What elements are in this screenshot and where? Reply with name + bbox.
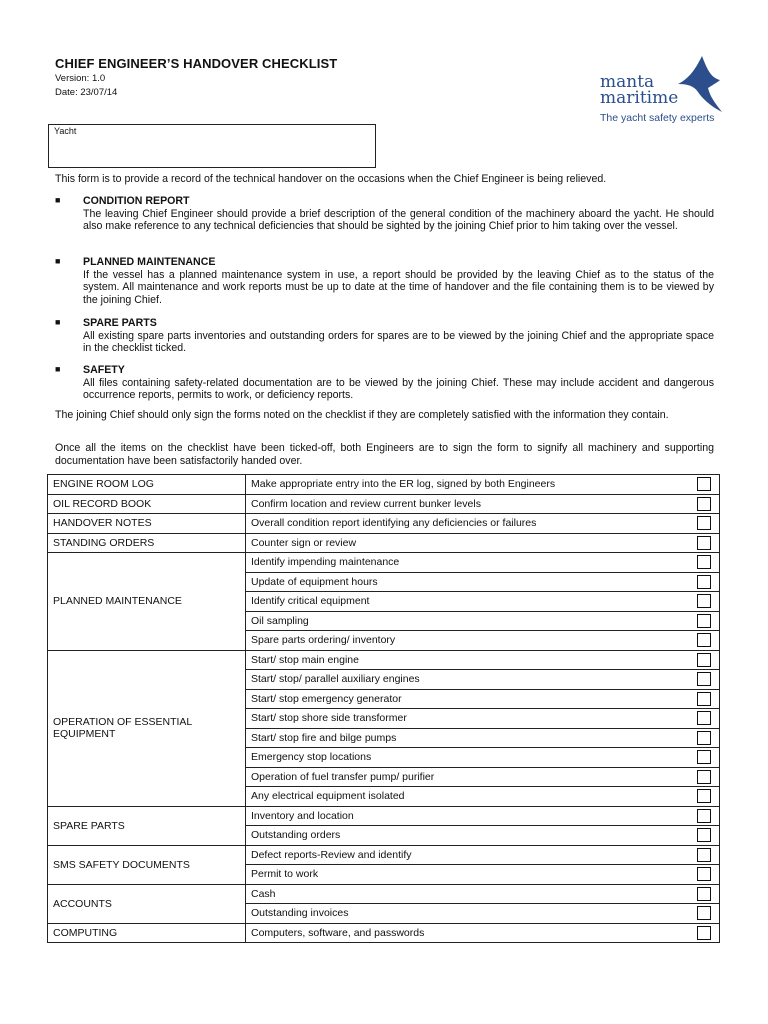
tick-checkbox[interactable] (697, 477, 711, 491)
logo-word-maritime: maritime (600, 88, 679, 108)
checklist-row (48, 475, 720, 495)
section-safety (55, 364, 714, 402)
section-condition-report (55, 195, 714, 233)
checklist-item: Computers, software, and passwords (246, 923, 694, 943)
checkbox-cell (693, 806, 720, 826)
checklist-item: Start/ stop main engine (246, 650, 694, 670)
tick-checkbox[interactable] (697, 497, 711, 511)
tick-checkbox[interactable] (697, 848, 711, 862)
checklist-item: Identify impending maintenance (246, 553, 694, 573)
checkbox-cell (693, 572, 720, 592)
checklist-row (48, 806, 720, 826)
checkbox-cell (693, 728, 720, 748)
section-planned-maintenance (55, 256, 714, 306)
checkbox-cell (693, 787, 720, 807)
tick-checkbox[interactable] (697, 594, 711, 608)
bullet-icon: ■ (55, 364, 61, 374)
checklist-row (48, 514, 720, 534)
section-heading: SAFETY (83, 364, 125, 376)
checkbox-cell (693, 865, 720, 885)
checkbox-cell (693, 904, 720, 924)
tick-checkbox[interactable] (697, 614, 711, 628)
date-label: Date: 23/07/14 (55, 87, 118, 98)
tick-checkbox[interactable] (697, 692, 711, 706)
checkbox-cell (693, 884, 720, 904)
section-text: If the vessel has a planned maintenance system in use, a report should be provided by the leaving Chief as to the status of the system. All maintenance and work reports must be up to date at the time of handover and the file containing them is to be viewed by the joining Chief. (83, 268, 714, 306)
version-label: Version: 1.0 (55, 73, 106, 84)
checklist-category: SPARE PARTS (48, 806, 246, 845)
tick-checkbox[interactable] (697, 750, 711, 764)
checklist-item: Permit to work (246, 865, 694, 885)
closing-paragraph-2: Once all the items on the checklist have been ticked-off, both Engineers are to sign the form to signify all machinery and supporting documentation have been satisfactorily handed over. (55, 442, 714, 467)
checklist-category: OPERATION OF ESSENTIAL EQUIPMENT (48, 650, 246, 806)
checkbox-cell (693, 631, 720, 651)
tick-checkbox[interactable] (697, 731, 711, 745)
tick-checkbox[interactable] (697, 809, 711, 823)
checklist-item: Any electrical equipment isolated (246, 787, 694, 807)
checklist-item: Start/ stop fire and bilge pumps (246, 728, 694, 748)
tick-checkbox[interactable] (697, 672, 711, 686)
checklist-item: Make appropriate entry into the ER log, signed by both Engineers (246, 475, 694, 495)
section-spare-parts (55, 317, 714, 355)
document-title: CHIEF ENGINEER’S HANDOVER CHECKLIST (55, 56, 338, 71)
section-text: The leaving Chief Engineer should provide a brief description of the general condition of the machinery aboard the yacht. He should also make reference to any technical deficiencies that should be sighted by the joining Chief prior to him taking over the vessel. (83, 207, 714, 233)
tick-checkbox[interactable] (697, 789, 711, 803)
bullet-icon: ■ (55, 256, 61, 266)
checkbox-cell (693, 553, 720, 573)
tick-checkbox[interactable] (697, 887, 711, 901)
section-heading: SPARE PARTS (83, 317, 157, 329)
checkbox-cell (693, 689, 720, 709)
tick-checkbox[interactable] (697, 575, 711, 589)
checkbox-cell (693, 533, 720, 553)
checklist-item: Start/ stop emergency generator (246, 689, 694, 709)
checklist-item: Defect reports-Review and identify (246, 845, 694, 865)
checkbox-cell (693, 826, 720, 846)
checkbox-cell (693, 923, 720, 943)
tick-checkbox[interactable] (697, 653, 711, 667)
checklist-item: Identify critical equipment (246, 592, 694, 612)
checklist-item: Inventory and location (246, 806, 694, 826)
bullet-icon: ■ (55, 195, 61, 205)
checklist-row (48, 553, 720, 573)
checklist-category: OIL RECORD BOOK (48, 494, 246, 514)
section-text: All existing spare parts inventories and outstanding orders for spares are to be viewed by the joining Chief and the appropriate space in the checklist ticked. (83, 329, 714, 355)
checklist-category: ENGINE ROOM LOG (48, 475, 246, 495)
checklist-category: PLANNED MAINTENANCE (48, 553, 246, 651)
checklist-item: Operation of fuel transfer pump/ purifier (246, 767, 694, 787)
checkbox-cell (693, 748, 720, 768)
checklist-category: COMPUTING (48, 923, 246, 943)
checklist-item: Counter sign or review (246, 533, 694, 553)
tick-checkbox[interactable] (697, 536, 711, 550)
checklist-item: Start/ stop/ parallel auxiliary engines (246, 670, 694, 690)
tick-checkbox[interactable] (697, 633, 711, 647)
tick-checkbox[interactable] (697, 555, 711, 569)
checklist-item: Update of equipment hours (246, 572, 694, 592)
checklist-row (48, 650, 720, 670)
intro-paragraph: This form is to provide a record of the technical handover on the occasions when the Chief Engineer is being relieved. (55, 173, 607, 185)
checklist-category: ACCOUNTS (48, 884, 246, 923)
checklist-category: SMS SAFETY DOCUMENTS (48, 845, 246, 884)
section-text: All files containing safety-related documentation are to be viewed by the joining Chief. These may include accident and dangerous occurrence reports, permits to work, or deficiency reports. (83, 376, 714, 402)
checklist-item: Emergency stop locations (246, 748, 694, 768)
closing-paragraph-1: The joining Chief should only sign the forms noted on the checklist if they are completely satisfied with the information they contain. (55, 409, 669, 421)
checklist-row (48, 533, 720, 553)
tick-checkbox[interactable] (697, 906, 711, 920)
checklist-row (48, 923, 720, 943)
bullet-icon: ■ (55, 317, 61, 327)
checklist-item: Spare parts ordering/ inventory (246, 631, 694, 651)
checklist-category: HANDOVER NOTES (48, 514, 246, 534)
checklist-item: Cash (246, 884, 694, 904)
checklist-item: Outstanding orders (246, 826, 694, 846)
tick-checkbox[interactable] (697, 711, 711, 725)
checkbox-cell (693, 670, 720, 690)
tick-checkbox[interactable] (697, 828, 711, 842)
checklist-row (48, 845, 720, 865)
checklist-row (48, 494, 720, 514)
checkbox-cell (693, 709, 720, 729)
checkbox-cell (693, 514, 720, 534)
section-heading: CONDITION REPORT (83, 195, 190, 207)
checklist-item: Start/ stop shore side transformer (246, 709, 694, 729)
checklist-category: STANDING ORDERS (48, 533, 246, 553)
tick-checkbox[interactable] (697, 516, 711, 530)
tick-checkbox[interactable] (697, 770, 711, 784)
logo-tagline: The yacht safety experts (600, 112, 715, 124)
checklist-item: Oil sampling (246, 611, 694, 631)
yacht-name-field[interactable] (48, 124, 376, 168)
manta-ray-icon (674, 54, 724, 114)
checklist-item: Confirm location and review current bunker levels (246, 494, 694, 514)
checkbox-cell (693, 475, 720, 495)
checkbox-cell (693, 611, 720, 631)
checkbox-cell (693, 767, 720, 787)
checklist-item: Overall condition report identifying any deficiencies or failures (246, 514, 694, 534)
company-logo (598, 54, 728, 126)
logo-word-manta: manta (600, 72, 655, 92)
checkbox-cell (693, 650, 720, 670)
yacht-field-label: Yacht (54, 126, 77, 136)
checkbox-cell (693, 494, 720, 514)
checklist-item: Outstanding invoices (246, 904, 694, 924)
section-heading: PLANNED MAINTENANCE (83, 256, 216, 268)
handover-checklist-table (47, 474, 720, 943)
checkbox-cell (693, 592, 720, 612)
checkbox-cell (693, 845, 720, 865)
tick-checkbox[interactable] (697, 867, 711, 881)
checklist-row (48, 884, 720, 904)
tick-checkbox[interactable] (697, 926, 711, 940)
